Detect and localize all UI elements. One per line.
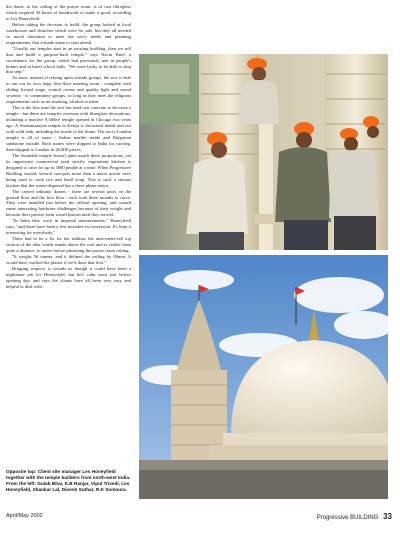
publication-footer — [317, 512, 392, 521]
article-paragraph: "Usually our temples start in an existing building, then we sell that and build a purpose-built temple," says Navin Patel, a coordinator for the group, which had previously met in people's homes and in hired school halls. "We were lucky to be able to skip that step." — [6, 45, 131, 75]
publication-name: Progressive BUILDING — [316, 515, 379, 521]
page-number: 33 — [383, 512, 392, 521]
article-text-column — [6, 4, 131, 290]
article-paragraph: The carved sekhara/ domes - there are several pairs on the ground floor and the first floor - each took three months to carve. They were installed just before the official opening, and caused some interesting hardware challenges because of their weight and because their precise form wasn't known until they arrived. — [6, 188, 131, 218]
article-paragraph: Bringing respects is sounds as though it could have been a nightmare job for Honeyfield, but he's calm most just before opening day, and says the clients have all been very easy and helpful to deal with. — [6, 265, 131, 289]
article-paragraph: This is the first time the sect has used cast concrete to decorate a temple - but there are temples overseas with fibreglass decorations, including a massive 9,300m² temple opened in Chicago two years ago. A Swaminarayan temple in Kenya is decorated inside and out with solid teak, including the inside of the dome. The sect's London temple is all of stone - Italian marble inside and Bulgarian sandstone outside. Both stones were shipped to India for carving, then shipped to London in 26,000 pieces. — [6, 105, 131, 152]
article-paragraph: "It weighs 56 tonnes, and it defined the ceiling by 90mm. It would have cracked the plaster if we'd done that first." — [6, 254, 131, 265]
photo-caption: Opposite top: Client site manager Les Honeyfield together with the temple builders from north-west India. From the left: Gulab Bhai, K.B Ranjar, Vipul Trivedi, Les Honeyfield, Shankar Lal, Dinesh Suthar, R.K Somoura. — [6, 469, 131, 492]
issue-date: April/May 2002 — [6, 513, 43, 519]
builders-photo — [139, 54, 388, 250]
article-paragraph: the dome, to the ceiling of the prayer room, is of cast fibreglass which required 30 hours of handiwork to make it good, according to Les Honeyfield. — [6, 4, 131, 21]
article-paragraph: The Avondale temple doesn't quite match these proportions, yet its impressive commercial (and strictly vegetarian) kitchen is designed to cater for up to 3000 people at a time. When Progressive Building visited, several cast-pots more than a metre across were being used to cook rice and lentil soup. This is such a serious kitchen that the warm-dispersal has a three phase motor. — [6, 152, 131, 188]
article-paragraph: "In India they work in imperial measurements," Honeyfield says, "and there have been a few mistakes in conversion. It's kept it interesting for everybody." — [6, 218, 131, 236]
article-paragraph: Before taking the decision to build, the group looked at local warehouses and churches which were for sale, but they all needed so much alteration to meet the sect's needs and planning requirements, that it made sense to start afresh. — [6, 21, 131, 45]
page-footer — [6, 512, 392, 524]
article-paragraph: As most, instead of relying upon outside groups, the sect is able to run out its own large first-floor meeting room - complete with sliding frosted stage, control rooms and quality light and sound systems - to community groups, so long as they meet the religious requirements such as no smoking, alcohol or meat. — [6, 75, 131, 105]
article-paragraph: There had to be a fix for the shikhar, the nine-metre-tall top section of the altar which stands above the roof and is visible from quite a distance, to arrive before plastering the prayer room ceiling. — [6, 236, 131, 254]
temple-dome-photo — [139, 255, 388, 499]
